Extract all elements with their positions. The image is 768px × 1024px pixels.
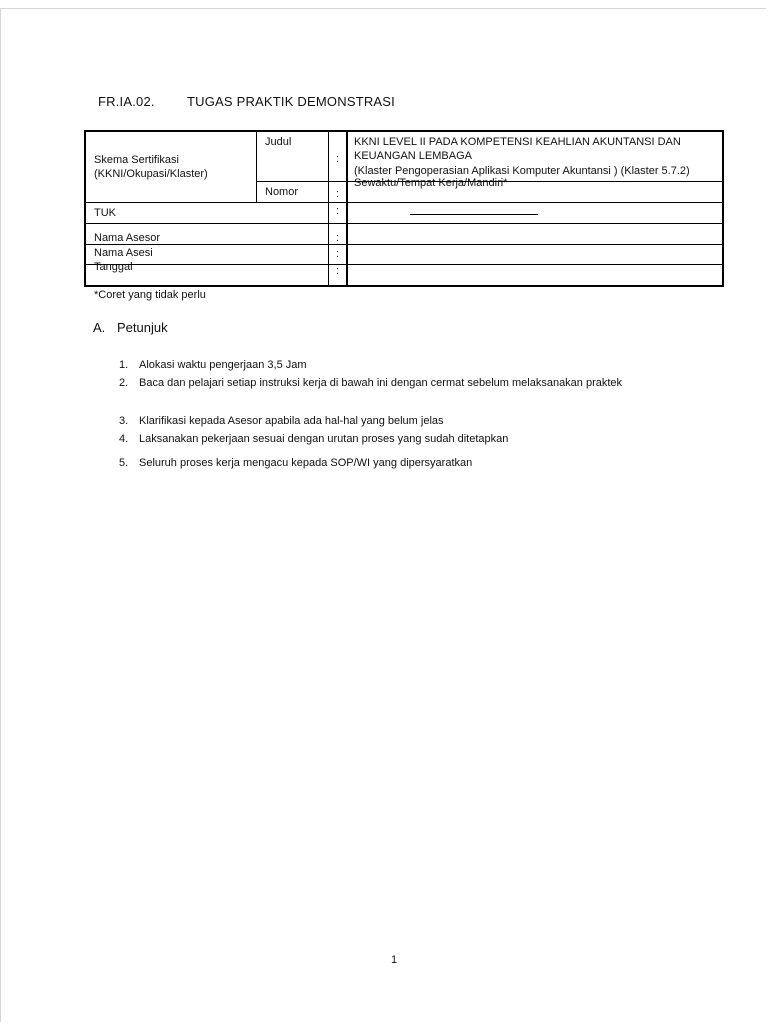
- list-item-text: Seluruh proses kerja mengacu kepada SOP/WI yang dipersyaratkan: [139, 457, 473, 469]
- tuk-label: TUK: [94, 207, 116, 219]
- document-title: [98, 94, 395, 109]
- table-border-bottom: [84, 285, 724, 287]
- asesi-colon: :: [336, 248, 340, 260]
- list-item-number: 5.: [119, 457, 129, 469]
- form-title: TUGAS PRAKTIK DEMONSTRASI: [187, 94, 395, 109]
- nomor-colon: :: [336, 188, 340, 200]
- list-item-number: 2.: [119, 377, 129, 389]
- tuk-colon: :: [336, 205, 340, 217]
- judul-value-line3: (Klaster Pengoperasian Aplikasi Komputer Akuntansi ) (Klaster 5.7.2): [354, 165, 690, 177]
- table-rule-tuk: [84, 223, 724, 224]
- table-rule-asesi: [84, 264, 724, 265]
- table-border-top: [84, 130, 724, 132]
- list-item-number: 4.: [119, 433, 129, 445]
- list-item-number: 3.: [119, 415, 129, 427]
- footnote: *Coret yang tidak perlu: [94, 289, 206, 301]
- table-divider-label: [256, 130, 257, 202]
- nomor-value: Sewaktu/Tempat Kerja/Mandiri*: [354, 177, 508, 189]
- judul-value-line2: KEUANGAN LEMBAGA: [354, 150, 472, 162]
- list-item-text: Baca dan pelajari setiap instruksi kerja di bawah ini dengan cermat sebelum melaksanakan praktek: [139, 377, 623, 389]
- list-item-text: Alokasi waktu pengerjaan 3,5 Jam: [139, 359, 307, 371]
- list-item-text: Klarifikasi kepada Asesor apabila ada hal-hal yang belum jelas: [139, 415, 444, 427]
- judul-colon: :: [336, 153, 340, 165]
- asesor-label: Nama Asesor: [94, 232, 161, 244]
- form-code: FR.IA.02.: [98, 94, 155, 109]
- skema-label: Skema Sertifikasi: [94, 154, 179, 166]
- tuk-underline: [410, 214, 538, 215]
- header-table: [84, 130, 724, 287]
- section-title: Petunjuk: [117, 320, 168, 335]
- nomor-label: Nomor: [265, 186, 299, 198]
- asesor-colon: :: [336, 232, 340, 244]
- list-item-text: Laksanakan pekerjaan sesuai dengan urutan proses yang sudah ditetapkan: [139, 433, 509, 445]
- skema-sublabel: (KKNI/Okupasi/Klaster): [94, 168, 208, 180]
- judul-value-line1: KKNI LEVEL II PADA KOMPETENSI KEAHLIAN AKUNTANSI DAN: [354, 136, 681, 148]
- table-rule-skema: [84, 202, 724, 203]
- asesi-label: Nama Asesi: [94, 247, 153, 259]
- table-rule-asesor: [84, 244, 724, 245]
- page-number: 1: [391, 954, 398, 966]
- judul-label: Judul: [265, 136, 292, 148]
- tanggal-colon: :: [336, 265, 340, 277]
- tanggal-label: Tanggal: [94, 261, 133, 273]
- section-heading: [93, 320, 168, 335]
- list-item-number: 1.: [119, 359, 129, 371]
- section-letter: A.: [93, 320, 106, 335]
